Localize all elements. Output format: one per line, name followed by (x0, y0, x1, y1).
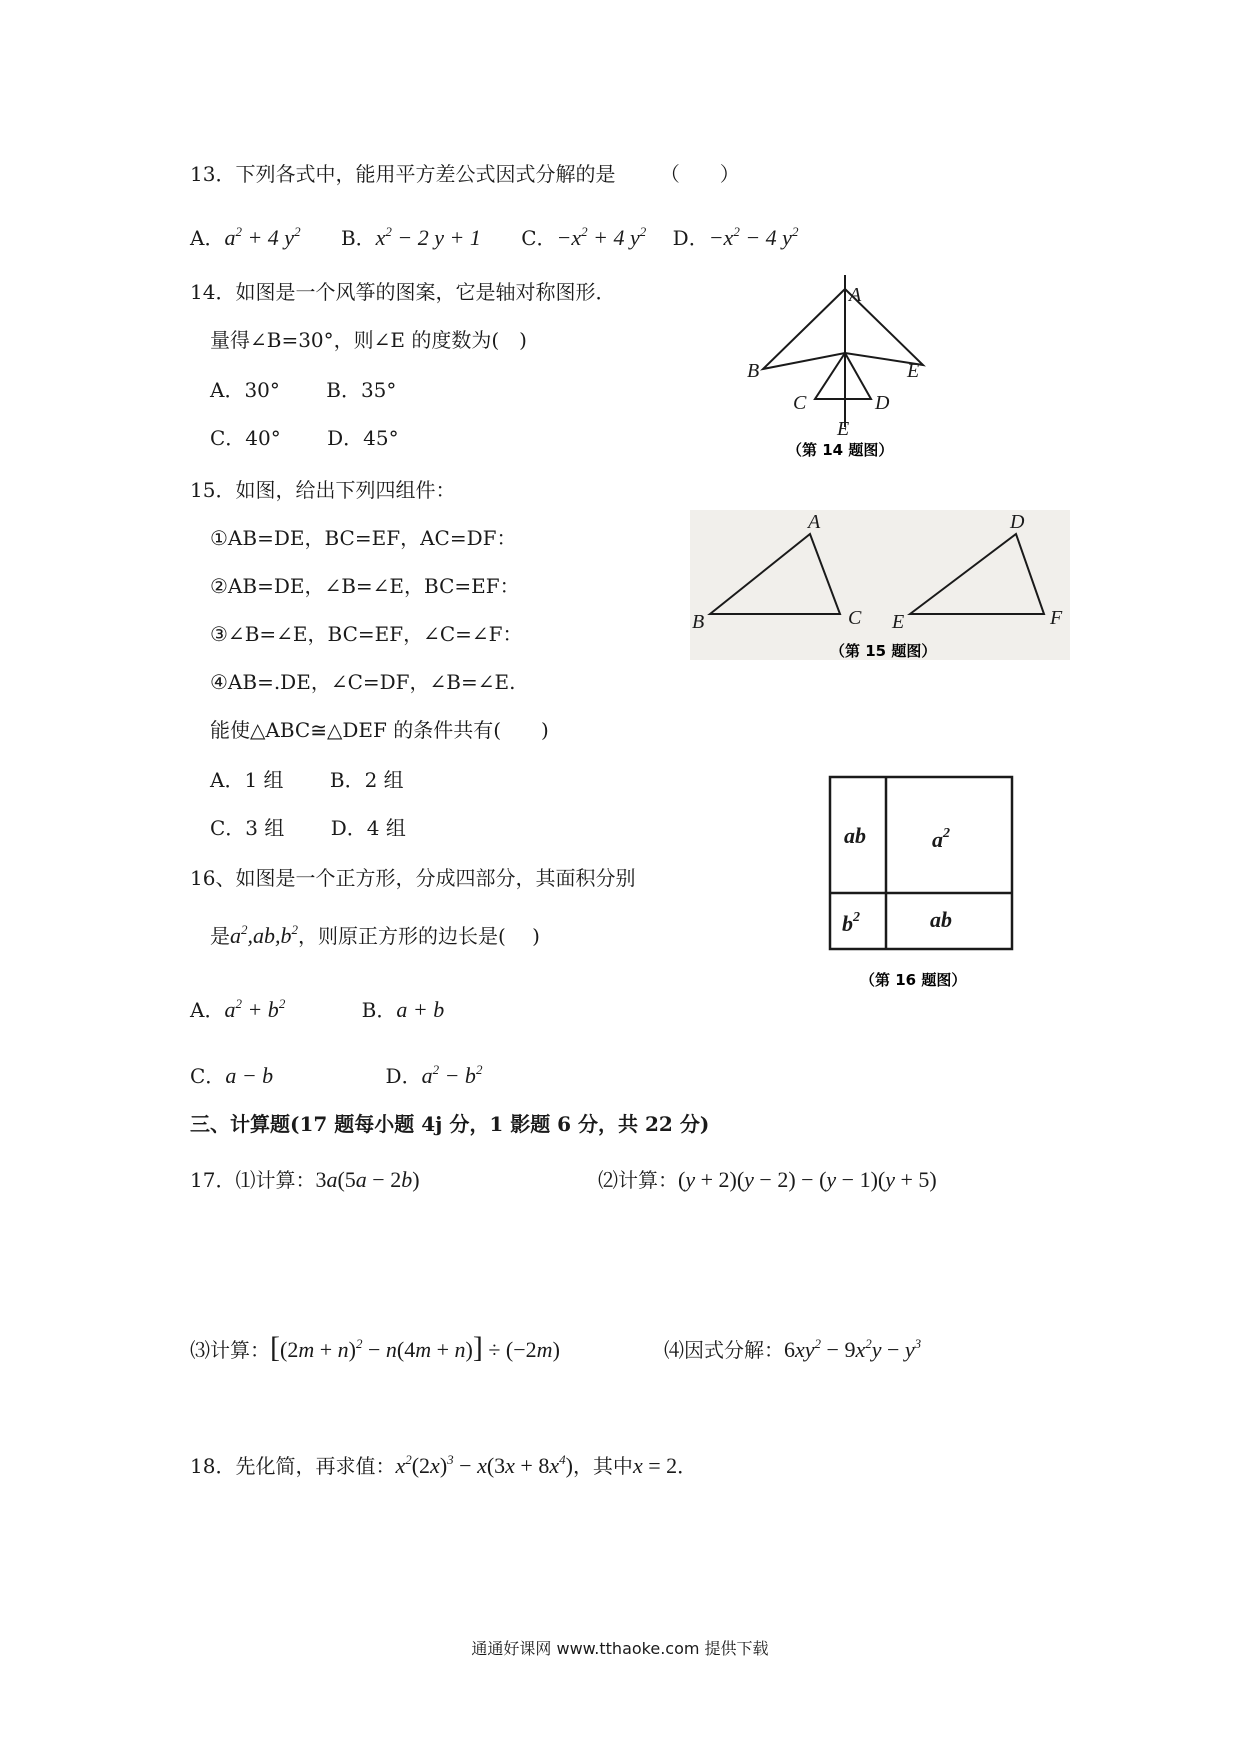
q13-paren: （ ） (659, 162, 740, 186)
q13-option-a: A．$a^2 + 4$ $y^2$ (190, 224, 301, 250)
q16-options-row1 (190, 990, 444, 1024)
q16-option-d: D．$a^2 - b^2$ (385, 1062, 483, 1088)
q14-option-d: D．45° (327, 426, 399, 450)
q14-options-row2 (210, 424, 399, 452)
q14-stem: 14．如图是一个风筝的图案，它是轴对称图形． (190, 280, 616, 304)
q14-caption: （第 14 题图） (787, 441, 894, 459)
q14-option-a: A．30° (210, 378, 280, 402)
q16-options-row2 (190, 1056, 482, 1090)
q15-condition-4: ④AB=.DE，∠C=DF，∠B=∠E. (210, 670, 516, 694)
q15-options-row2 (210, 814, 406, 842)
q16-caption: （第 16 题图） (860, 971, 967, 989)
kite-label-e-bottom: E (837, 418, 850, 440)
q14-stem2: 量得∠B=30°，则∠E 的度数为( ) (210, 328, 527, 352)
q15-options-row1 (210, 766, 404, 794)
svg-text:b2: $b^2$ (842, 910, 860, 936)
q15-condition-2: ②AB=DE，∠B=∠E，BC=EF： (210, 574, 520, 598)
kite-label-d: D (875, 392, 890, 414)
section-3-title: 三、计算题(17 题每小题 4j 分，1 影题 6 分，共 22 分) (190, 1112, 710, 1136)
q15-option-c: C．3 组 (210, 816, 285, 840)
q16-option-c: C．a − b (190, 1063, 274, 1088)
kite-label-a: A (849, 284, 862, 306)
q18: 18．先化简，再求值：$x^2(2x)^3 - x(3x + 8x^4)$，其中x = 2． (190, 1452, 698, 1478)
q15-option-d: D．4 组 (330, 816, 406, 840)
q14-options-row1 (210, 376, 396, 404)
q16-stem: 16、如图是一个正方形，分成四部分，其面积分别 (190, 866, 636, 890)
kite-label-e: E (907, 360, 920, 382)
kite-figure (745, 275, 945, 465)
q15-condition-1: ①AB=DE，BC=EF，AC=DF： (210, 526, 517, 550)
tri-label-b: B (692, 611, 705, 633)
q13-stem: 13．下列各式中，能用平方差公式因式分解的是 （ ） (190, 162, 740, 186)
tri-label-d: D (1010, 511, 1025, 533)
q16-stem2: 是$a^2,ab,b^2$，则原正方形的边长是( ) (210, 922, 540, 948)
q15-option-a: A．1 组 (210, 768, 284, 792)
q14-option-b: B．35° (326, 378, 397, 402)
kite-label-c: C (793, 392, 807, 414)
q13-options (190, 218, 798, 252)
tri-label-c: C (848, 607, 862, 629)
q17-part4: ⑷因式分解：$6xy^2 - 9x^2y - y^3$ (664, 1336, 922, 1362)
q17-part2: ⑵计算：(y + 2)(y − 2) − (y − 1)(y + 5) (598, 1167, 937, 1192)
tri-label-a: A (808, 511, 821, 533)
triangles-figure (690, 510, 1070, 660)
q16-option-b: B．a + b (361, 997, 445, 1022)
tri-label-f: F (1050, 607, 1063, 629)
tri-label-e: E (892, 611, 905, 633)
q17-part3: ⑶计算：$[(2m + n)^2 - n(4m + n)] \div (-2m)$ (190, 1331, 560, 1364)
q15-caption: （第 15 题图） (830, 642, 937, 660)
q13-option-d: D．$-x^2 - 4$ $y^2$ (672, 224, 799, 250)
q14-option-c: C．40° (210, 426, 281, 450)
q13-option-b: B．$x^2 - 2$ y + 1 (340, 224, 481, 250)
q15-condition-3: ③∠B=∠E，BC=EF，∠C=∠F： (210, 622, 523, 646)
svg-text:ab: ab (930, 907, 952, 932)
q15-question: 能使△ABC≅△DEF 的条件共有( ) (210, 718, 549, 742)
q15-option-b: B．2 组 (329, 768, 404, 792)
q15-stem: 15．如图，给出下列四组件： (190, 478, 456, 502)
svg-text:a2: $a^2$ (932, 826, 950, 852)
kite-label-b: B (747, 360, 760, 382)
footer-text: 通通好课网 www.tthaoke.com 提供下载 (471, 1639, 769, 1658)
svg-text:ab: ab (844, 823, 866, 848)
q16-option-a: A．$a^2 + b^2$ (190, 996, 286, 1022)
q13-option-c: C．$-x^2 + 4$ $y^2$ (521, 224, 647, 250)
square-figure (820, 775, 1020, 995)
q17-part1: 17．⑴计算：3a(5a − 2b) (190, 1167, 420, 1192)
